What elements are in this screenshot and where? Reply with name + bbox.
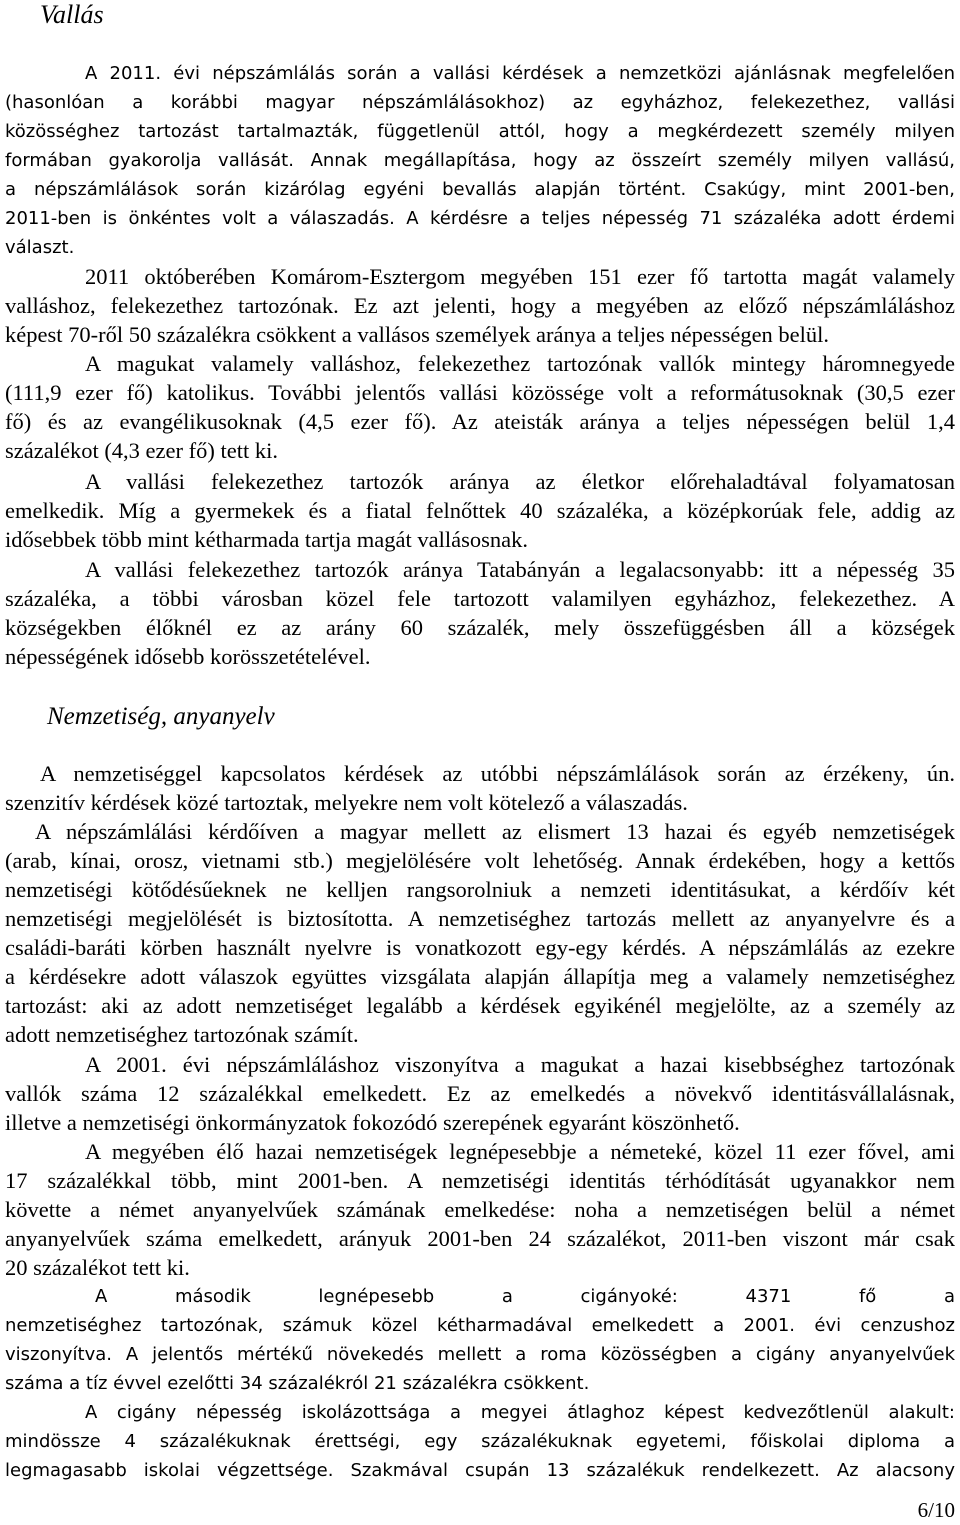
text-line: A vallási felekezethez tartozók aránya az életkor előrehaladtával folyamatosan — [85, 469, 955, 494]
paragraph — [5, 1050, 955, 1137]
text-line: anyanyelvűek száma emelkedett, arányuk 2001-ben 24 százalékot, 2011-ben viszont már csak — [5, 1226, 955, 1251]
text-line: A megyében élő hazai nemzetiségek legnépesebbje a németeké, közel 11 ezer fővel, ami — [85, 1139, 955, 1164]
text-line: 2011 októberében Komárom-Esztergom megyében 151 ezer fő tartotta magát valamely — [85, 264, 955, 289]
paragraph — [5, 59, 955, 262]
text-line: választ. — [5, 237, 75, 258]
text-line: A vallási felekezethez tartozók aránya Tatabányán a legalacsonyabb: itt a népesség 35 — [85, 557, 955, 582]
text-line: nemzetiségi megjelölését is biztosította. A nemzetiséghez tartozás mellett az anyanyelvre és a — [5, 906, 955, 931]
text-line: illetve a nemzetiségi önkormányzatok fokozódó szerepének egyaránt köszönhető. — [5, 1110, 740, 1135]
text-line: 17 százalékkal több, mint 2001-ben. A nemzetiségi identitás térhódítását ugyanakkor nem — [5, 1168, 955, 1193]
text-line: A 2011. évi népszámlálás során a vallási kérdések a nemzetközi ajánlásnak megfelelően — [85, 63, 955, 84]
text-line: közösséghez tartozást tartalmazták, függetlenül attól, hogy a megkérdezett személy milyen — [5, 121, 955, 142]
text-line: a kérdésekre adott válaszok együttes vizsgálata alapján állapítja meg a valamely nemzetiséghez — [5, 964, 955, 989]
text-line: adott nemzetiséghez tartozónak számít. — [5, 1022, 359, 1047]
paragraph — [5, 467, 955, 554]
text-line: idősebbek több mint kétharmada tartja magát vallásosnak. — [5, 527, 528, 552]
text-line: szenzitív kérdések közé tartoztak, melyekre nem volt kötelező a válaszadás. — [5, 790, 688, 815]
paragraph — [5, 262, 955, 349]
page-content — [5, 0, 955, 1485]
page-number: 6/10 — [917, 1498, 955, 1522]
text-line: népességének idősebb korösszetételével. — [5, 644, 371, 669]
paragraph — [5, 759, 955, 817]
text-line: 2011-ben is önkéntes volt a válaszadás. A kérdésre a teljes népesség 71 százaléka adott érdemi — [5, 208, 955, 229]
text-line: százaléka, a többi városban közel fele tartozott valamilyen egyházhoz, felekezethez. A — [5, 586, 955, 611]
text-line: A második legnépesebb a cigányoké: 4371 fő a — [95, 1286, 955, 1307]
text-line: (hasonlóan a korábbi magyar népszámlálásokhoz) az egyházhoz, felekezethez, vallási — [5, 92, 955, 113]
text-line: A nemzetiséggel kapcsolatos kérdések az utóbbi népszámlálások során az érzékeny, ún. — [40, 761, 955, 786]
text-line: vallók száma 12 százalékkal emelkedett. Ez az emelkedés a növekvő identitásvállalásnak, — [5, 1081, 955, 1106]
paragraph — [5, 349, 955, 465]
text-line: tartozást: aki az adott nemzetiséget legalább a kérdések egyikénél megjelölte, az a személy az — [5, 993, 955, 1018]
text-line: követte a német anyanyelvűek számának emelkedése: noha a nemzetiségen belül a német — [5, 1197, 955, 1222]
text-line: a népszámlálások során kizárólag egyéni bevallás alapján történt. Csakúgy, mint 2001-ben, — [5, 179, 955, 200]
paragraph — [5, 555, 955, 671]
text-line: valláshoz, felekezethez tartozónak. Ez azt jelenti, hogy a megyében az előző népszámláláshoz — [5, 293, 955, 318]
text-line: A magukat valamely valláshoz, felekezethez tartozónak vallók mintegy háromnegyede — [85, 351, 955, 376]
text-line: fő) és az evangélikusoknak (4,5 ezer fő). Az ateisták aránya a teljes népességen belül 1,4 — [5, 409, 955, 434]
paragraph — [5, 817, 955, 1049]
text-line: (arab, kínai, orosz, vietnami stb.) megjelölésére volt lehetőség. Annak érdekében, hogy a kettős — [5, 848, 955, 873]
section-heading-vallas: Vallás — [40, 0, 104, 29]
section-heading-nemzetiseg: Nemzetiség, anyanyelv — [47, 703, 275, 730]
text-line: viszonyítva. A jelentős mértékű növekedés mellett a roma közösségben a cigány anyanyelvűek — [5, 1344, 955, 1365]
text-line: 20 százalékot tett ki. — [5, 1255, 190, 1280]
text-line: emelkedik. Míg a gyermekek és a fiatal felnőttek 40 százaléka, a középkorúak fele, addig az — [5, 498, 955, 523]
text-line: családi-baráti körben használt nyelvre is vonatkozott egy-egy kérdés. A népszámlálás az ezekre — [5, 935, 955, 960]
text-line: száma a tíz évvel ezelőtti 34 százalékról 21 százalékra csökkent. — [5, 1373, 590, 1394]
paragraph — [5, 1398, 955, 1485]
text-line: nemzetiséghez tartozónak, számuk közel kétharmadával emelkedett a 2001. évi cenzushoz — [5, 1315, 955, 1336]
text-line: mindössze 4 százalékuknak érettségi, egy százalékuknak egyetemi, főiskolai diploma a — [5, 1431, 955, 1452]
text-line: A cigány népesség iskolázottsága a megyei átlaghoz képest kedvezőtlenül alakult: — [85, 1402, 955, 1423]
paragraph — [5, 1137, 955, 1282]
text-line: nemzetiségi kötődésűeknek ne kelljen rangsorolniuk a nemzeti identitásukat, a kérdőív két — [5, 877, 955, 902]
text-line: legmagasabb iskolai végzettsége. Szakmával csupán 13 százalékuk rendelkezett. Az alacsony — [5, 1460, 955, 1481]
text-line: A 2001. évi népszámláláshoz viszonyítva a magukat a hazai kisebbséghez tartozónak — [85, 1052, 955, 1077]
text-line: képest 70-ről 50 százalékra csökkent a vallásos személyek aránya a teljes népességen belül. — [5, 322, 830, 347]
text-line: (111,9 ezer fő) katolikus. További jelentős vallási közössége volt a reformátusoknak (30,5 ezer — [5, 380, 955, 405]
text-line: A népszámlálási kérdőíven a magyar mellett az elismert 13 hazai és egyéb nemzetiségek — [35, 819, 955, 844]
paragraph — [5, 1282, 955, 1398]
text-line: községekben élőknél ez az arány 60 százalék, mely összefüggésben áll a községek — [5, 615, 955, 640]
text-line: formában gyakorolja vallását. Annak megállapítása, hogy az összeírt személy milyen vallású, — [5, 150, 955, 171]
text-line: százalékot (4,3 ezer fő) tett ki. — [5, 438, 278, 463]
